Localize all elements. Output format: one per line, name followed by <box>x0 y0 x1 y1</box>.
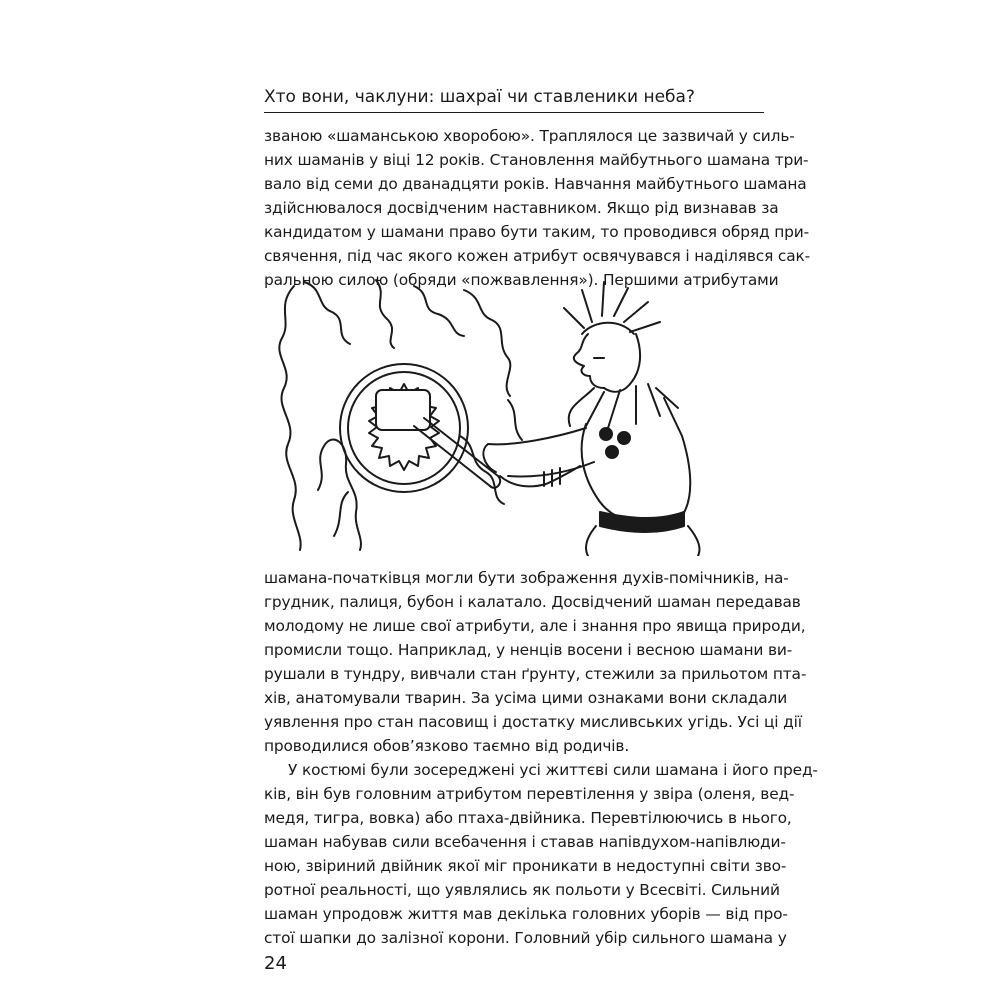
text-line: хів, анатомували тварин. За усіма цими ознаками вони складали <box>264 689 788 707</box>
text-line: шамана-початківця могли бути зображення духів-помічників, на- <box>264 569 789 587</box>
text-line: рушали в тундру, вивчали стан ґрунту, стежили за прильотом пта- <box>264 665 807 683</box>
text-line: уявлення про стан пасовищ і достатку мисливських угідь. Усі ці дії <box>264 713 802 731</box>
text-line: званою «шаманською хворобою». Траплялося це зазвичай у силь- <box>264 127 795 145</box>
shaman-drum-illustration <box>264 276 764 556</box>
text-line: медя, тигра, вовка) або птаха-двійника. Перевтілюючись в нього, <box>264 809 792 827</box>
text-line: ральною силою (обряди «пожвавлення»). Першими атрибутами <box>264 271 779 289</box>
header-rule <box>264 112 764 113</box>
text-line: вало від семи до дванадцяти років. Навчання майбутнього шамана <box>264 175 807 193</box>
text-line: У костюмі були зосереджені усі життєві сили шамана і його пред- <box>288 761 818 779</box>
running-header: Хто вони, чаклуни: шахраї чи ставленики неба? <box>264 87 695 107</box>
text-line: шаман набував сили всебачення і ставав напівдухом-напівлюди- <box>264 833 786 851</box>
text-line: здійснювалося досвідченим наставником. Якщо рід визнавав за <box>264 199 779 217</box>
text-line: молодому не лише свої атрибути, але і знання про явища природи, <box>264 617 806 635</box>
text-line: ків, він був головним атрибутом перевтілення у звіра (оленя, вед- <box>264 785 795 803</box>
text-line: свячення, під час якого кожен атрибут освячувався і наділявся сак- <box>264 247 811 265</box>
text-line: ротної реальності, що уявлялись як польоти у Всесвіті. Сильний <box>264 881 780 899</box>
text-line: шаман упродовж життя мав декілька головних уборів — від про- <box>264 905 788 923</box>
text-line: грудник, палиця, бубон і калатало. Досвідчений шаман передавав <box>264 593 801 611</box>
page-number: 24 <box>264 953 287 974</box>
text-line: проводилися обов’язково таємно від родичів. <box>264 737 630 755</box>
text-line: промисли тощо. Наприклад, у ненців восени і весною шамани ви- <box>264 641 793 659</box>
text-line: них шаманів у віці 12 років. Становлення майбутнього шамана три- <box>264 151 809 169</box>
text-line: ною, звіриний двійник якої міг проникати в недоступні світи зво- <box>264 857 787 875</box>
text-line: кандидатом у шамани право бути таким, то проводився обряд при- <box>264 223 809 241</box>
text-line: стої шапки до залізної корони. Головний убір сильного шамана у <box>264 929 787 947</box>
